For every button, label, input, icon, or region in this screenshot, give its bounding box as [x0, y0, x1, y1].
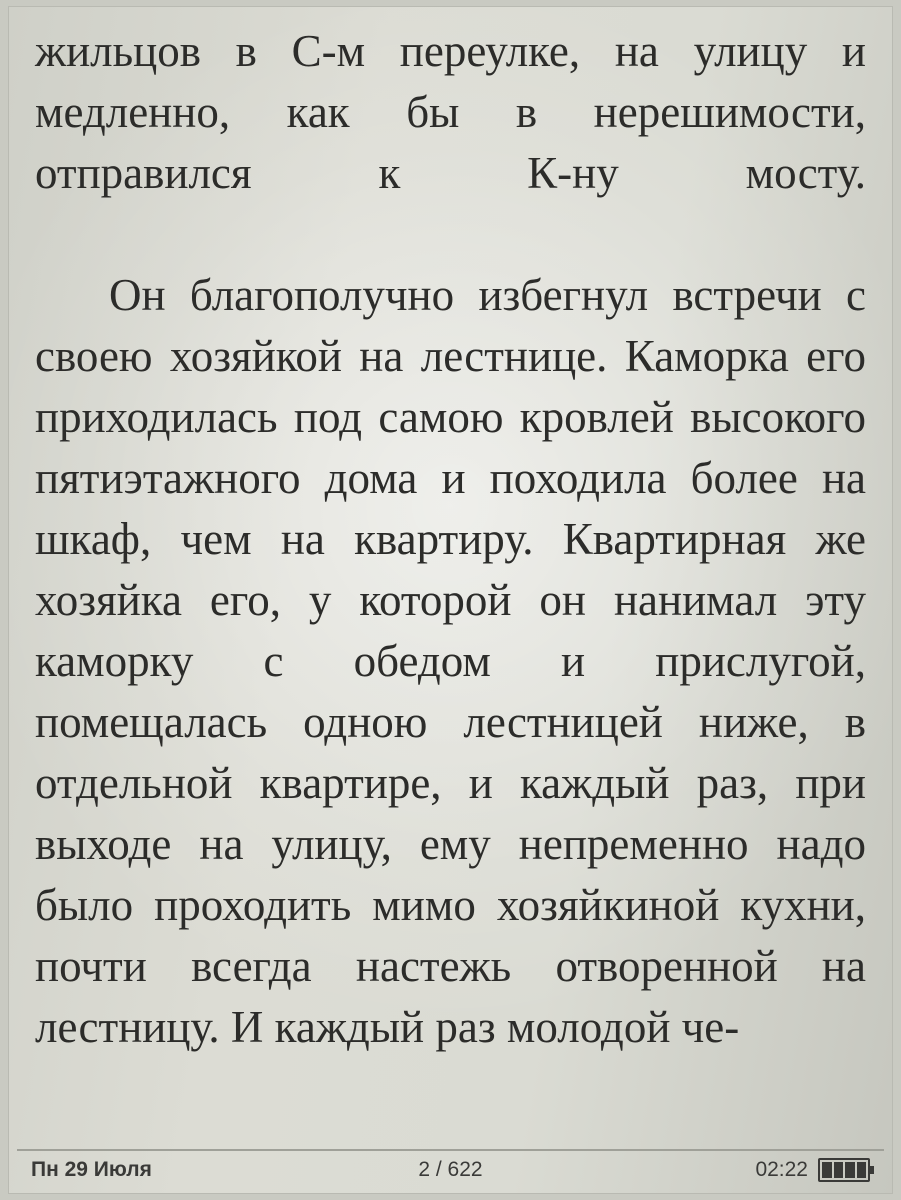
paragraph: жильцов в С-м переулке, на улицу и медленно, как бы в нерешимости, отправился к К-ну мосту.: [35, 26, 866, 198]
status-date: Пн 29 Июля: [31, 1158, 152, 1181]
status-clock: 02:22: [755, 1158, 808, 1181]
status-bar: [17, 1149, 884, 1193]
status-right-group: [640, 1158, 870, 1182]
book-page-text[interactable]: [9, 7, 892, 1149]
paragraph: Он благополучно избегнул встречи с своею хозяйкой на лестнице. Каморка его приходилась под самою кровлей высокого пятиэтажного дома и походила более на шкаф, чем на квартиру. Квартирная же хозяйка его, у которой он нанимал эту каморку с обедом и прислугой, помещалась одною лестницей ниже, в отдельной квартире, и каждый раз, при выходе на улицу, ему непременно надо было проходить мимо хозяйкиной кухни, почти всегда настежь отворенной на лестницу. И каждый раз молодой че-: [35, 270, 866, 1052]
page-indicator[interactable]: 2 / 622: [418, 1158, 483, 1181]
battery-full-icon: [818, 1158, 870, 1182]
ereader-screen[interactable]: [8, 6, 893, 1194]
